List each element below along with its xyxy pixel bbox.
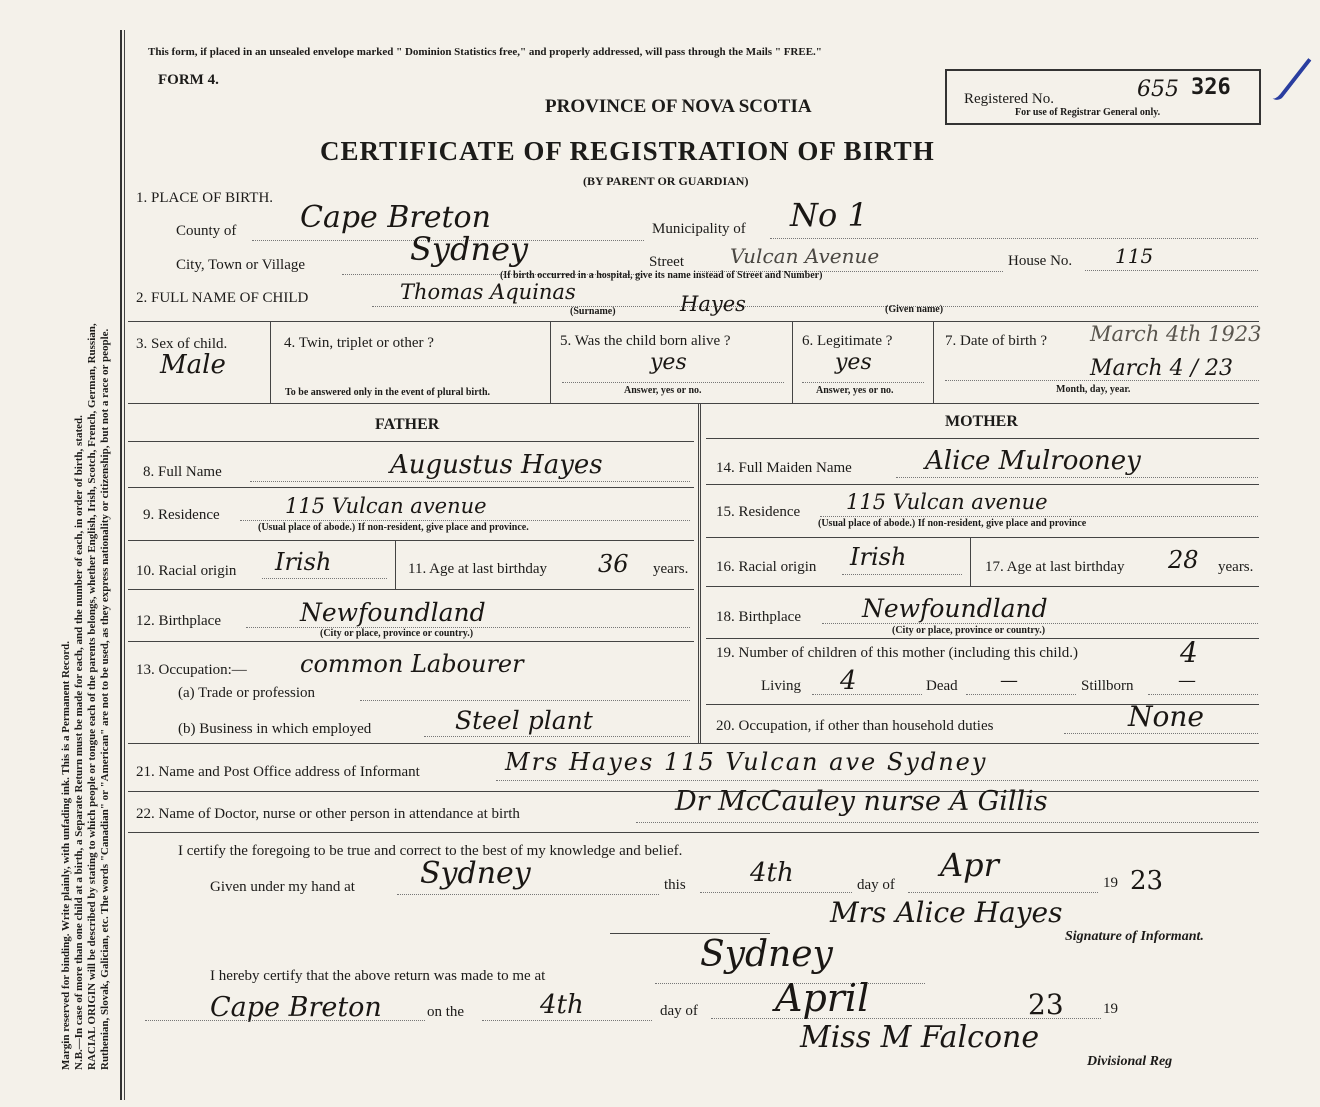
father-name-value: Augustus Hayes: [390, 450, 603, 480]
father-age-label: 11. Age at last birthday: [408, 561, 547, 577]
living-label: Living: [761, 678, 801, 694]
doctor-line: [636, 822, 1258, 823]
dead-value: —: [1000, 670, 1018, 691]
row-divider: [128, 540, 694, 541]
row-divider: [128, 403, 1259, 404]
col-divider: [270, 321, 271, 403]
registered-box: [945, 69, 1261, 125]
informant-label: 21. Name and Post Office address of Informant: [136, 764, 420, 780]
child-name-line: [372, 306, 1258, 307]
registrar-signature-label: Divisional Reg: [1087, 1054, 1173, 1069]
hospital-note: (If birth occurred in a hospital, give its name instead of Street and Number): [500, 270, 823, 281]
this-label: this: [664, 877, 686, 893]
margin-border: [120, 30, 122, 1100]
living-line: [812, 694, 922, 695]
given-month-line: [908, 892, 1098, 893]
mother-birthplace-value: Newfoundland: [862, 594, 1048, 623]
registrar-year-prefix: 19: [1103, 1001, 1118, 1017]
municipality-value: No 1: [790, 196, 868, 234]
registrar-statement: I hereby certify that the above return was made to me at: [210, 968, 546, 984]
mother-children-value: 4: [1180, 636, 1198, 669]
sex-value: Male: [160, 350, 226, 380]
place-of-birth-label: 1. PLACE OF BIRTH.: [136, 190, 274, 206]
row-divider: [706, 586, 1259, 587]
informant-signature-label: Signature of Informant.: [1065, 929, 1204, 944]
alive-note: Answer, yes or no.: [624, 385, 702, 396]
registered-number-hand: 655: [1137, 77, 1179, 102]
legitimate-label: 6. Legitimate ?: [802, 333, 893, 349]
house-label: House No.: [1008, 253, 1073, 269]
municipality-line: [770, 238, 1258, 239]
given-month-value: Apr: [940, 846, 999, 884]
mother-age-years: years.: [1218, 559, 1254, 575]
father-age-value: 36: [598, 550, 629, 578]
house-value: 115: [1115, 244, 1154, 268]
father-name-label: 8. Full Name: [143, 464, 222, 480]
given-day-line: [700, 892, 852, 893]
father-residence-label: 9. Residence: [143, 507, 220, 523]
mother-residence-value: 115 Vulcan avenue: [846, 490, 1048, 514]
margin-note-1: Margin reserved for binding. Write plainly, with unfading ink. This is a Permanent Record.: [60, 641, 72, 1070]
street-value: Vulcan Avenue: [730, 244, 880, 268]
informant-value: Mrs Hayes 115 Vulcan ave Sydney: [505, 748, 988, 776]
registrar-day-value: 4th: [540, 990, 584, 1020]
dob-alt-value: March 4 / 23: [1090, 356, 1234, 381]
given-place-line: [397, 894, 659, 895]
father-race-value: Irish: [275, 548, 332, 576]
father-heading: FATHER: [375, 416, 440, 433]
alive-label: 5. Was the child born alive ?: [560, 333, 731, 349]
margin-notes: [60, 323, 112, 1070]
registrar-on-label: on the: [427, 1004, 465, 1020]
col-divider: [395, 540, 396, 589]
house-line: [1085, 270, 1258, 271]
col-divider: [550, 321, 551, 403]
given-name-note: (Given name): [885, 304, 944, 315]
mother-residence-note: (Usual place of abode.) If non-resident, give place and province: [818, 518, 1087, 529]
mother-race-label: 16. Racial origin: [716, 559, 817, 575]
registrar-note: For use of Registrar General only.: [1015, 107, 1161, 118]
father-age-years: years.: [653, 561, 689, 577]
doctor-value: Dr McCauley nurse A Gillis: [675, 786, 1048, 817]
father-trade-line: [360, 700, 690, 701]
twin-note: To be answered only in the event of plural birth.: [285, 387, 491, 398]
father-residence-value: 115 Vulcan avenue: [285, 494, 487, 518]
row-divider: [128, 743, 1259, 744]
sex-label: 3. Sex of child.: [136, 336, 228, 352]
father-residence-note: (Usual place of abode.) If non-resident, give place and province.: [258, 522, 529, 533]
mother-occupation-label: 20. Occupation, if other than household duties: [716, 718, 994, 734]
living-value: 4: [840, 666, 857, 696]
mother-race-line: [842, 574, 962, 575]
father-race-line: [262, 578, 387, 579]
child-name-label: 2. FULL NAME OF CHILD: [136, 290, 309, 306]
registrar-county-value: Cape Breton: [210, 992, 382, 1023]
mother-residence-label: 15. Residence: [716, 504, 801, 520]
col-divider: [933, 321, 934, 403]
county-label: County of: [176, 223, 237, 239]
city-label: City, Town or Village: [176, 257, 306, 273]
given-place-value: Sydney: [420, 856, 531, 891]
child-surname: Hayes: [680, 292, 746, 316]
dead-label: Dead: [926, 678, 958, 694]
registered-number-stamp: 326: [1191, 75, 1231, 100]
dob-note: Month, day, year.: [1056, 384, 1131, 395]
street-label: Street: [649, 254, 684, 270]
row-divider: [706, 438, 1259, 439]
dob-label: 7. Date of birth ?: [945, 333, 1048, 349]
given-year-value: 23: [1130, 866, 1164, 896]
registrar-county-line: [145, 1020, 425, 1021]
row-divider: [128, 641, 694, 642]
mother-age-value: 28: [1168, 546, 1199, 574]
stillborn-value: —: [1178, 670, 1196, 691]
legitimate-value: yes: [835, 350, 872, 375]
col-divider: [970, 537, 971, 586]
row-divider: [128, 589, 694, 590]
father-business-line: [424, 736, 690, 737]
given-year-prefix: 19: [1103, 875, 1118, 891]
father-name-line: [250, 481, 690, 482]
row-divider: [706, 638, 1259, 639]
col-divider: [792, 321, 793, 403]
mother-birthplace-line: [822, 623, 1258, 624]
margin-border-inner: [124, 30, 125, 1100]
registrar-signature: Miss M Falcone: [800, 1020, 1040, 1055]
registrar-place-value: Sydney: [700, 934, 833, 975]
mother-name-value: Alice Mulrooney: [925, 446, 1141, 476]
row-divider: [128, 441, 694, 442]
registrar-day-of-label: day of: [660, 1003, 698, 1019]
page-title: CERTIFICATE OF REGISTRATION OF BIRTH: [320, 136, 935, 166]
father-business-value: Steel plant: [455, 706, 593, 735]
doctor-label: 22. Name of Doctor, nurse or other person in attendance at birth: [136, 806, 520, 822]
row-divider: [706, 484, 1259, 485]
city-value: Sydney: [410, 230, 529, 268]
municipality-label: Municipality of: [652, 221, 746, 237]
form-number: FORM 4.: [158, 72, 219, 88]
father-occupation-value: common Labourer: [300, 650, 524, 678]
given-day-of-label: day of: [857, 877, 895, 893]
mother-residence-line: [820, 516, 1258, 517]
father-birthplace-value: Newfoundland: [300, 598, 486, 627]
center-divider: [698, 403, 701, 743]
registrar-month-value: April: [775, 976, 870, 1020]
binding-margin: [0, 0, 120, 1107]
dead-line: [966, 694, 1076, 695]
dob-value: March 4th 1923: [1090, 322, 1262, 346]
given-label: Given under my hand at: [210, 879, 355, 895]
father-occupation-label: 13. Occupation:—: [136, 662, 247, 678]
margin-note-3: RACIAL ORIGIN will be described by stating to which people or tongue each of the parents belongs, whether English, Irish, Scotch, French, German, Russian,: [86, 323, 98, 1070]
mother-occupation-line: [1064, 733, 1258, 734]
row-divider: [706, 537, 1259, 538]
father-trade-label: (a) Trade or profession: [178, 685, 316, 701]
father-birthplace-label: 12. Birthplace: [136, 613, 221, 629]
father-race-label: 10. Racial origin: [136, 563, 237, 579]
margin-note-2: N.B.—In case of more than one child at a birth, a Separate Return must be made for each, and the number of each, in order of birth, stated.: [73, 415, 85, 1070]
margin-note-4: Ruthenian, Slovak, Galician, etc. The words "Canadian" or "American" are not to be used, as they express nationality or citizenship, but not a race or people.: [99, 328, 111, 1070]
registered-label: Registered No.: [964, 91, 1054, 107]
mother-children-label: 19. Number of children of this mother (including this child.): [716, 645, 1079, 661]
surname-note: (Surname): [570, 306, 616, 317]
given-day-value: 4th: [750, 858, 794, 888]
alive-line: [562, 382, 784, 383]
mother-race-value: Irish: [850, 543, 907, 571]
father-residence-line: [240, 520, 690, 521]
mother-birthplace-note: (City or place, province or country.): [892, 625, 1046, 636]
alive-value: yes: [650, 350, 687, 375]
postal-note: This form, if placed in an unsealed envelope marked " Dominion Statistics free," and properly addressed, will pass through the Mails " FREE.": [148, 46, 822, 58]
legitimate-note: Answer, yes or no.: [816, 385, 894, 396]
page-subtitle: (BY PARENT OR GUARDIAN): [583, 174, 749, 188]
row-divider: [128, 832, 1259, 833]
registrar-year-value: 23: [1028, 988, 1064, 1021]
province-heading: PROVINCE OF NOVA SCOTIA: [545, 96, 812, 117]
child-given-name: Thomas Aquinas: [400, 280, 576, 304]
mother-name-label: 14. Full Maiden Name: [716, 460, 852, 476]
father-birthplace-note: (City or place, province or country.): [320, 628, 474, 639]
mother-age-label: 17. Age at last birthday: [985, 559, 1125, 575]
mother-occupation-value: None: [1128, 700, 1204, 733]
father-business-label: (b) Business in which employed: [178, 721, 372, 737]
stillborn-line: [1148, 694, 1258, 695]
county-value: Cape Breton: [300, 200, 491, 235]
stillborn-label: Stillborn: [1081, 678, 1134, 694]
twin-label: 4. Twin, triplet or other ?: [284, 335, 434, 351]
informant-line: [496, 780, 1258, 781]
mother-birthplace-label: 18. Birthplace: [716, 609, 801, 625]
legitimate-line: [802, 382, 924, 383]
informant-signature: Mrs Alice Hayes: [830, 896, 1063, 929]
mother-heading: MOTHER: [945, 413, 1018, 430]
certify-statement: I certify the foregoing to be true and correct to the best of my knowledge and belief.: [178, 843, 683, 859]
registrar-day-line: [482, 1020, 652, 1021]
mother-name-line: [896, 477, 1258, 478]
row-divider: [128, 487, 694, 488]
